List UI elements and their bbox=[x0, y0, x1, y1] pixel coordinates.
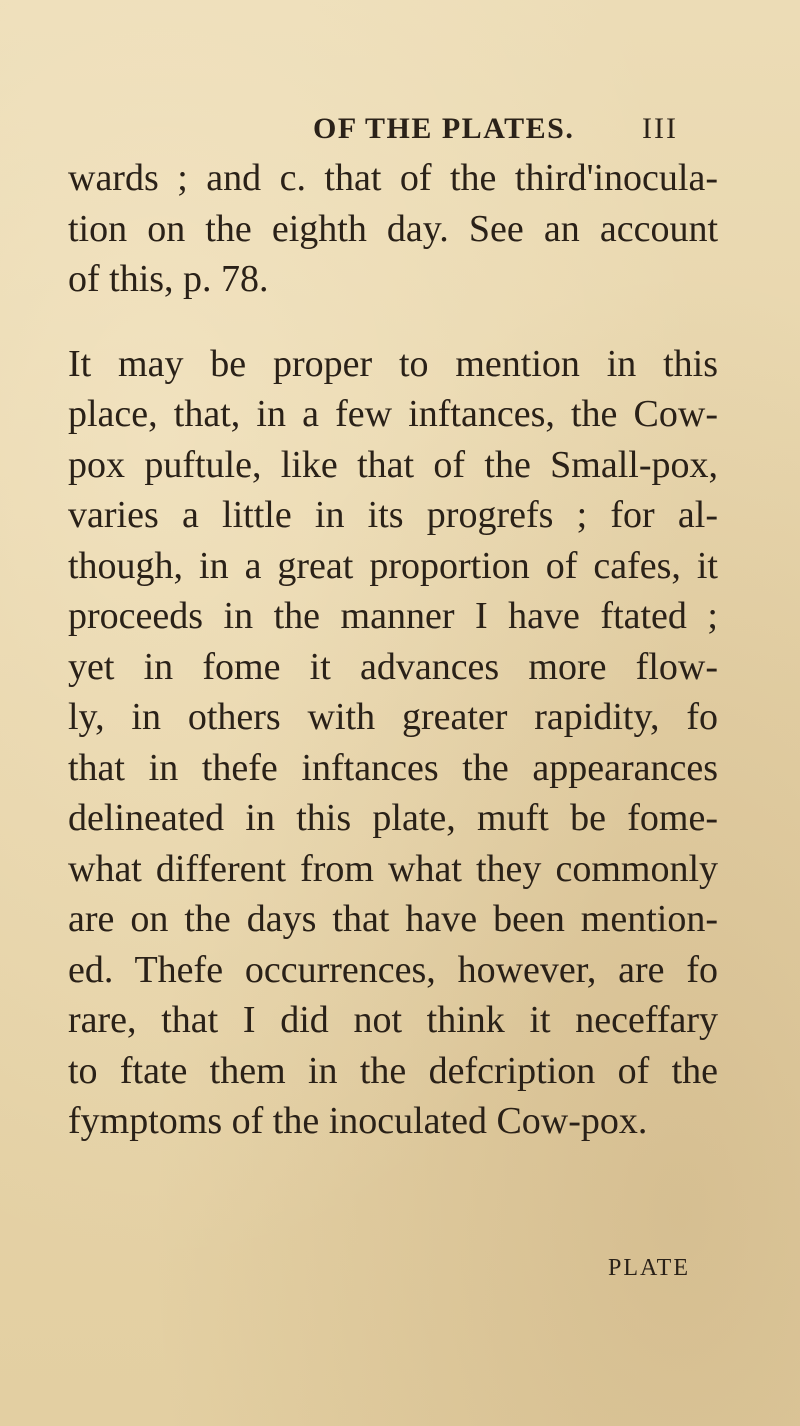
text-line: to ftate them in the defcription of the bbox=[68, 1049, 718, 1092]
text-line: place, that, in a few inftances, the Cow- bbox=[68, 393, 718, 435]
text-line: tion on the eighth day. See an account bbox=[68, 207, 718, 250]
text-line: that in thefe inftances the appearances bbox=[68, 746, 718, 789]
text-line: It may be proper to mention in this bbox=[68, 342, 718, 385]
text-line: fymptoms of the inoculated Cow-pox. bbox=[68, 1100, 648, 1142]
text-line: wards ; and c. that of the third'inocula- bbox=[68, 157, 718, 199]
text-line: what different from what they commonly bbox=[68, 847, 718, 890]
text-line: yet in fome it advances more flow- bbox=[68, 645, 718, 688]
text-line: of this, p. 78. bbox=[68, 258, 269, 300]
text-line: rare, that I did not think it neceffary bbox=[68, 999, 718, 1041]
text-line: though, in a great proportion of cafes, it bbox=[68, 544, 718, 587]
running-head: OF THE PLATES. bbox=[313, 112, 575, 145]
paragraph-2 bbox=[68, 339, 718, 1147]
body-text bbox=[68, 153, 718, 1147]
paragraph-1 bbox=[68, 153, 718, 305]
text-line: ly, in others with greater rapidity, fo bbox=[68, 696, 718, 738]
text-line: proceeds in the manner I have ftated ; bbox=[68, 595, 718, 637]
text-line: delineated in this plate, muft be fome- bbox=[68, 797, 718, 839]
paragraph-gap bbox=[68, 305, 718, 339]
text-line: pox puftule, like that of the Small-pox, bbox=[68, 443, 718, 486]
page-header bbox=[0, 112, 800, 152]
page-number: III bbox=[642, 112, 678, 145]
text-line: ed. Thefe occurrences, however, are fo bbox=[68, 948, 718, 991]
catchword: PLATE bbox=[608, 1255, 690, 1281]
text-line: varies a little in its progrefs ; for al- bbox=[68, 494, 718, 536]
text-line: are on the days that have been mention- bbox=[68, 898, 718, 940]
